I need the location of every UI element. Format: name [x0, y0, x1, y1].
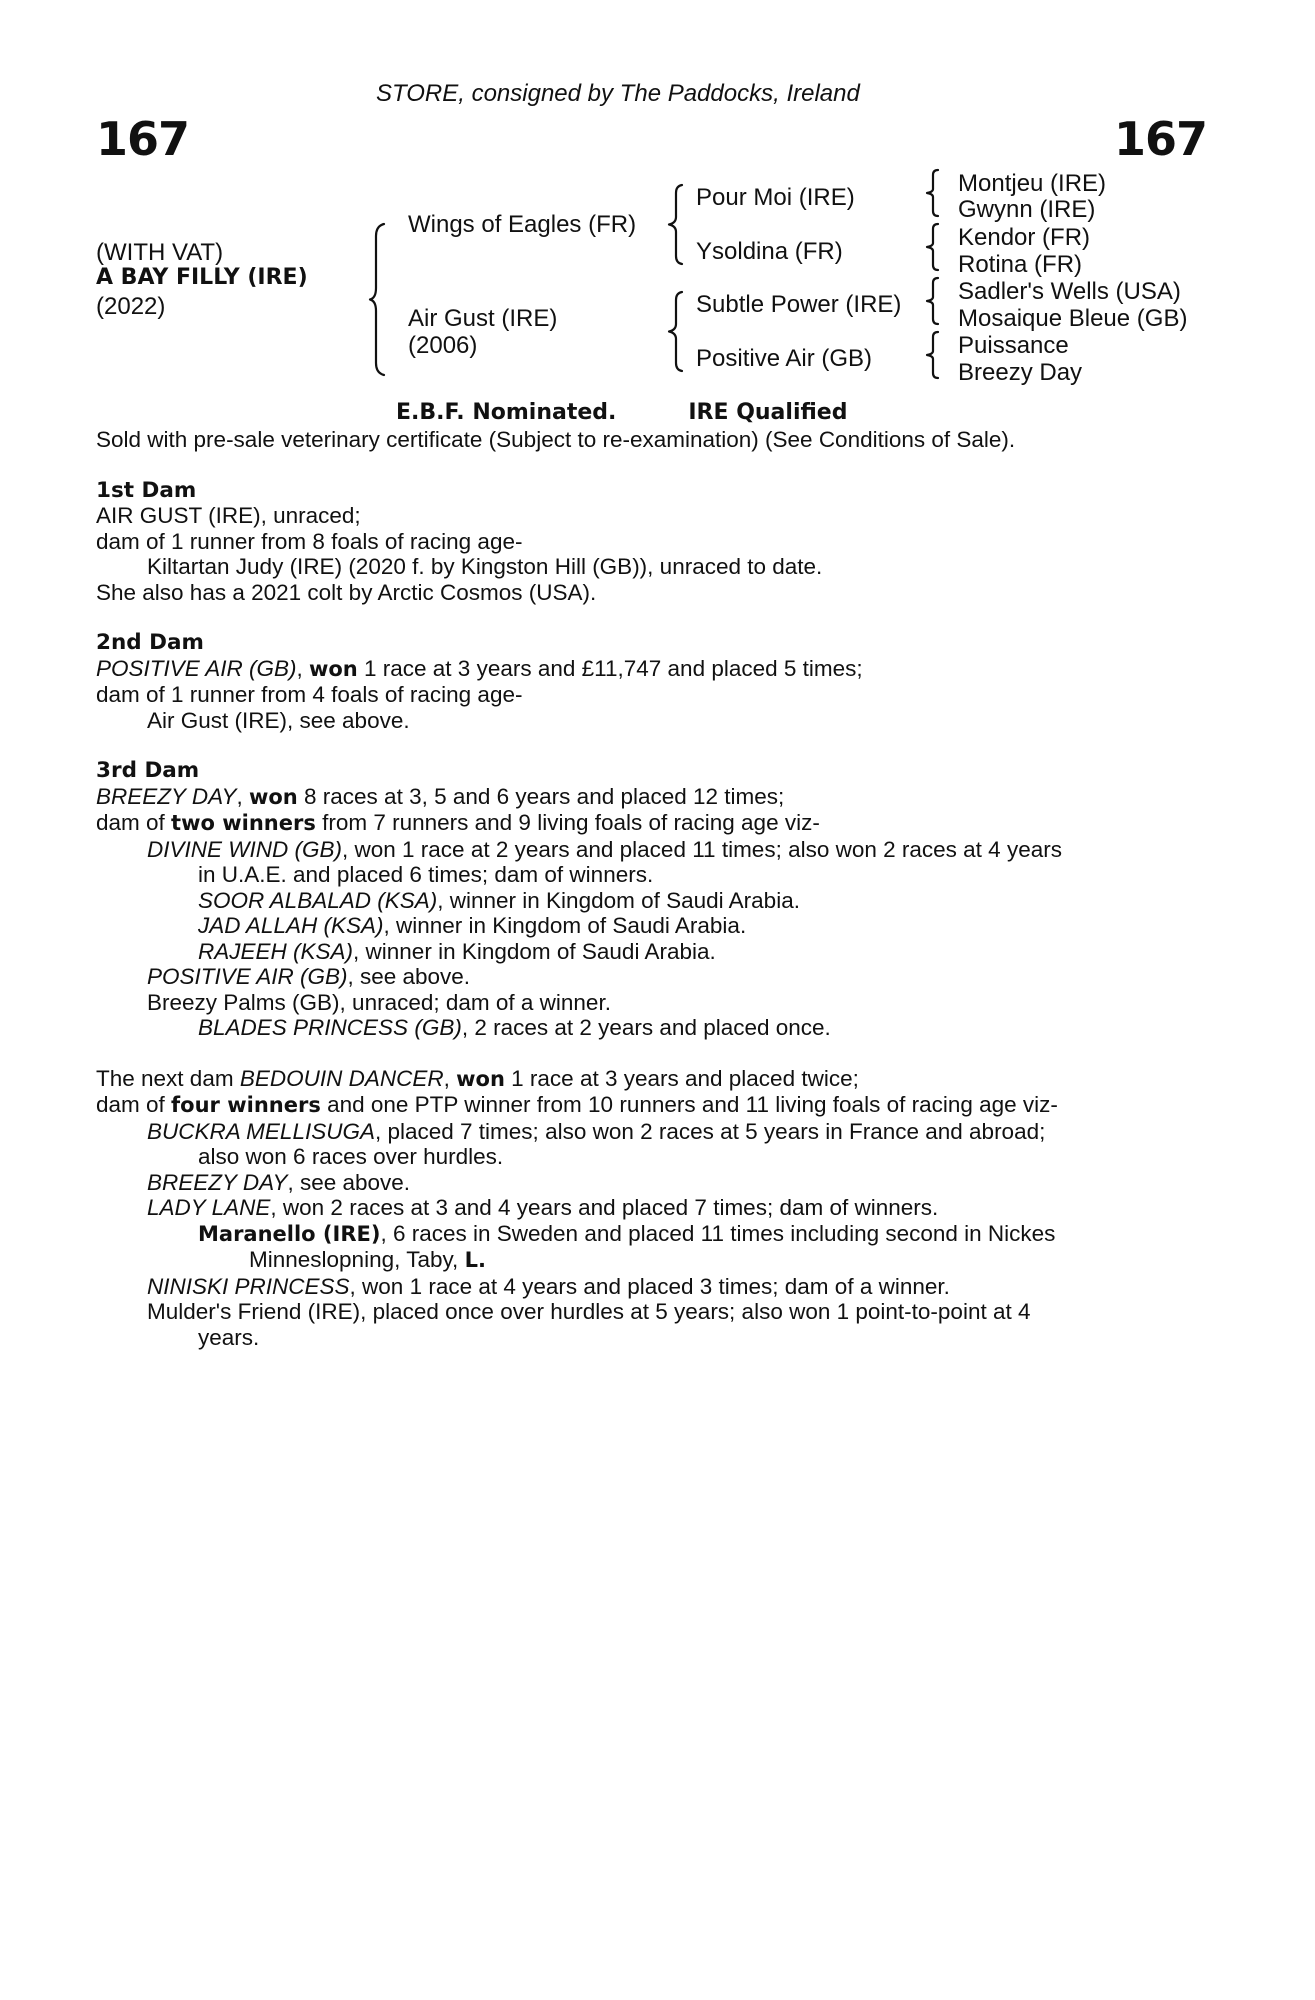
second-dam-heading: 2nd Dam [96, 630, 204, 655]
produce-text: , winner in Kingdom of Saudi Arabia. [383, 913, 747, 938]
next-dam-produce-summary [96, 1092, 1062, 1119]
produce-text: , 2 races at 2 years and placed once. [461, 1015, 831, 1040]
produce-text: , winner in Kingdom of Saudi Arabia. [437, 887, 800, 913]
gen3-ancestor: Gwynn (IRE) [958, 196, 1096, 223]
produce-entry [96, 837, 1062, 863]
produce-name: BLADES PRINCESS (GB) [198, 1015, 462, 1040]
record-text: 1 race at 3 years and placed twice; [504, 1065, 859, 1091]
catalogue-body [96, 427, 1062, 1350]
produce-text: , see above. [347, 964, 471, 989]
produce-entry [96, 1015, 1062, 1041]
pedigree-brace-dam [666, 290, 686, 373]
third-dam-heading: 3rd Dam [96, 758, 200, 783]
produce-name: JAD ALLAH (KSA) [198, 913, 384, 938]
produce-text: , won 1 race at 2 years and placed 11 times; also won 2 races at 4 years [342, 836, 1062, 862]
produce-name: RAJEEH (KSA) [198, 938, 354, 964]
text: Minneslopning, Taby, [249, 1247, 465, 1272]
pedigree-brace-sire [666, 183, 686, 266]
produce-name: POSITIVE AIR (GB) [147, 964, 348, 989]
record-text: 1 race at 3 years and £11,747 and placed 5 times; [357, 655, 863, 681]
produce-entry [96, 964, 1062, 990]
produce-name: Breezy Palms (GB) [147, 989, 340, 1015]
ire-qualified-badge: IRE Qualified [688, 400, 848, 425]
produce-text: , won 2 races at 3 and 4 years and placed 7 times; dam of winners. [270, 1195, 939, 1220]
produce-text: , placed once over hurdles at 5 years; also won 1 point-to-point at 4 [360, 1299, 1031, 1324]
produce-name: DIVINE WIND (GB) [147, 836, 342, 862]
pedigree-brace-g3-1 [924, 168, 942, 218]
gen3-ancestor: Puissance [958, 332, 1069, 359]
vet-certificate-note: Sold with pre-sale veterinary certificate (Subject to re-examination) (See Conditions of Sale). [96, 427, 1016, 452]
produce-entry-cont [96, 1247, 1062, 1274]
produce-name: LADY LANE [147, 1195, 271, 1220]
third-dam-produce-summary [96, 810, 1062, 837]
horse-year: (2022) [96, 293, 166, 320]
pedigree-brace-g3-3 [924, 276, 942, 326]
produce-entry [96, 939, 1062, 965]
sire-sire-name: Pour Moi (IRE) [696, 184, 855, 211]
pedigree-brace-g3-4 [924, 330, 942, 380]
produce-name: BREEZY DAY [147, 1169, 288, 1195]
lot-number-right: 167 [1114, 112, 1208, 166]
produce-entry-cont: also won 6 races over hurdles. [198, 1144, 504, 1169]
sire-name: Wings of Eagles (FR) [408, 211, 637, 238]
dam-name: BREEZY DAY [96, 783, 237, 809]
text: dam of [96, 810, 172, 835]
second-dam-line: dam of 1 runner from 4 foals of racing age- [96, 682, 523, 707]
vat-note: (WITH VAT) [96, 239, 224, 266]
first-dam-line: She also has a 2021 colt by Arctic Cosmos (USA). [96, 579, 597, 605]
produce-entry [96, 1221, 1062, 1248]
first-dam-line: dam of 1 runner from 8 foals of racing age- [96, 528, 523, 554]
winners-count: four winners [171, 1093, 321, 1117]
produce-text: , see above. [287, 1169, 411, 1195]
dam-name: BEDOUIN DANCER [239, 1065, 444, 1091]
second-dam-line: Air Gust (IRE), see above. [147, 707, 410, 733]
produce-entry [96, 913, 1062, 939]
dam-year: (2006) [408, 332, 478, 359]
first-dam-line: AIR GUST (IRE), unraced; [96, 503, 361, 528]
produce-entry [96, 1274, 1062, 1300]
won-label: won [456, 1066, 505, 1091]
sire-dam-name: Ysoldina (FR) [696, 238, 843, 265]
produce-text: , 6 races in Sweden and placed 11 times including second in Nickes [380, 1220, 1056, 1246]
listed-race-marker: L. [464, 1248, 486, 1272]
first-dam-heading: 1st Dam [96, 477, 197, 503]
produce-entry [96, 1299, 1062, 1325]
pedigree-brace-main [368, 222, 388, 377]
consignor-line: STORE, consigned by The Paddocks, Ireland [376, 80, 860, 107]
won-label: won [248, 784, 298, 809]
dam-dam-name: Positive Air (GB) [696, 345, 873, 372]
third-dam-record: BREEZY DAY, won 8 races at 3, 5 and 6 years and placed 12 times; [96, 783, 785, 809]
won-label: won [308, 656, 358, 681]
text: The next dam [96, 1065, 240, 1091]
gen3-ancestor: Montjeu (IRE) [958, 170, 1107, 197]
dam-name: POSITIVE AIR (GB) [96, 655, 297, 681]
produce-name: BUCKRA MELLISUGA [147, 1118, 375, 1144]
produce-entry-cont: in U.A.E. and placed 6 times; dam of winners. [198, 862, 654, 887]
produce-entry [96, 1170, 1062, 1196]
winners-count: two winners [171, 811, 316, 835]
produce-text: , won 1 race at 4 years and placed 3 times; dam of a winner. [349, 1273, 950, 1299]
text: and one PTP winner from 10 runners and 11 living foals of racing age viz- [320, 1092, 1058, 1117]
produce-entry [96, 990, 1062, 1016]
produce-entry [96, 1195, 1062, 1221]
gen3-ancestor: Rotina (FR) [958, 251, 1083, 278]
next-dam-record: The next dam BEDOUIN DANCER, won 1 race at 3 years and placed twice; [96, 1065, 859, 1091]
produce-name: Mulder's Friend (IRE) [147, 1299, 361, 1324]
produce-entry [96, 888, 1062, 914]
second-dam-record: POSITIVE AIR (GB), won 1 race at 3 years and £11,747 and placed 5 times; [96, 655, 863, 681]
produce-name: SOOR ALBALAD (KSA) [198, 887, 438, 913]
dam-sire-name: Subtle Power (IRE) [696, 291, 902, 318]
pedigree-brace-g3-2 [924, 222, 942, 272]
produce-name: NINISKI PRINCESS [147, 1273, 350, 1299]
produce-text: , winner in Kingdom of Saudi Arabia. [353, 938, 716, 964]
produce-entry-cont: years. [198, 1324, 260, 1350]
produce-text: , unraced; dam of a winner. [339, 989, 611, 1015]
gen3-ancestor: Sadler's Wells (USA) [958, 278, 1181, 305]
qualification-badges [396, 400, 847, 425]
dam-name: Air Gust (IRE) [408, 305, 558, 332]
text: from 7 runners and 9 living foals of racing age viz- [315, 810, 820, 835]
gen3-ancestor: Mosaique Bleue (GB) [958, 305, 1188, 332]
lot-number-left: 167 [96, 112, 190, 166]
produce-name: Maranello (IRE) [198, 1221, 381, 1246]
first-dam-line: Kiltartan Judy (IRE) (2020 f. by Kingston Hill (GB)), unraced to date. [147, 554, 823, 579]
gen3-ancestor: Breezy Day [958, 359, 1083, 386]
produce-entry [96, 1119, 1062, 1145]
gen3-ancestor: Kendor (FR) [958, 224, 1091, 251]
ebf-nominated-badge: E.B.F. Nominated. [396, 400, 617, 425]
produce-text: , placed 7 times; also won 2 races at 5 years in France and abroad; [374, 1118, 1046, 1144]
text: dam of [96, 1092, 172, 1117]
record-text: 8 races at 3, 5 and 6 years and placed 12 times; [297, 783, 785, 809]
horse-name: A BAY FILLY (IRE) [96, 265, 308, 290]
